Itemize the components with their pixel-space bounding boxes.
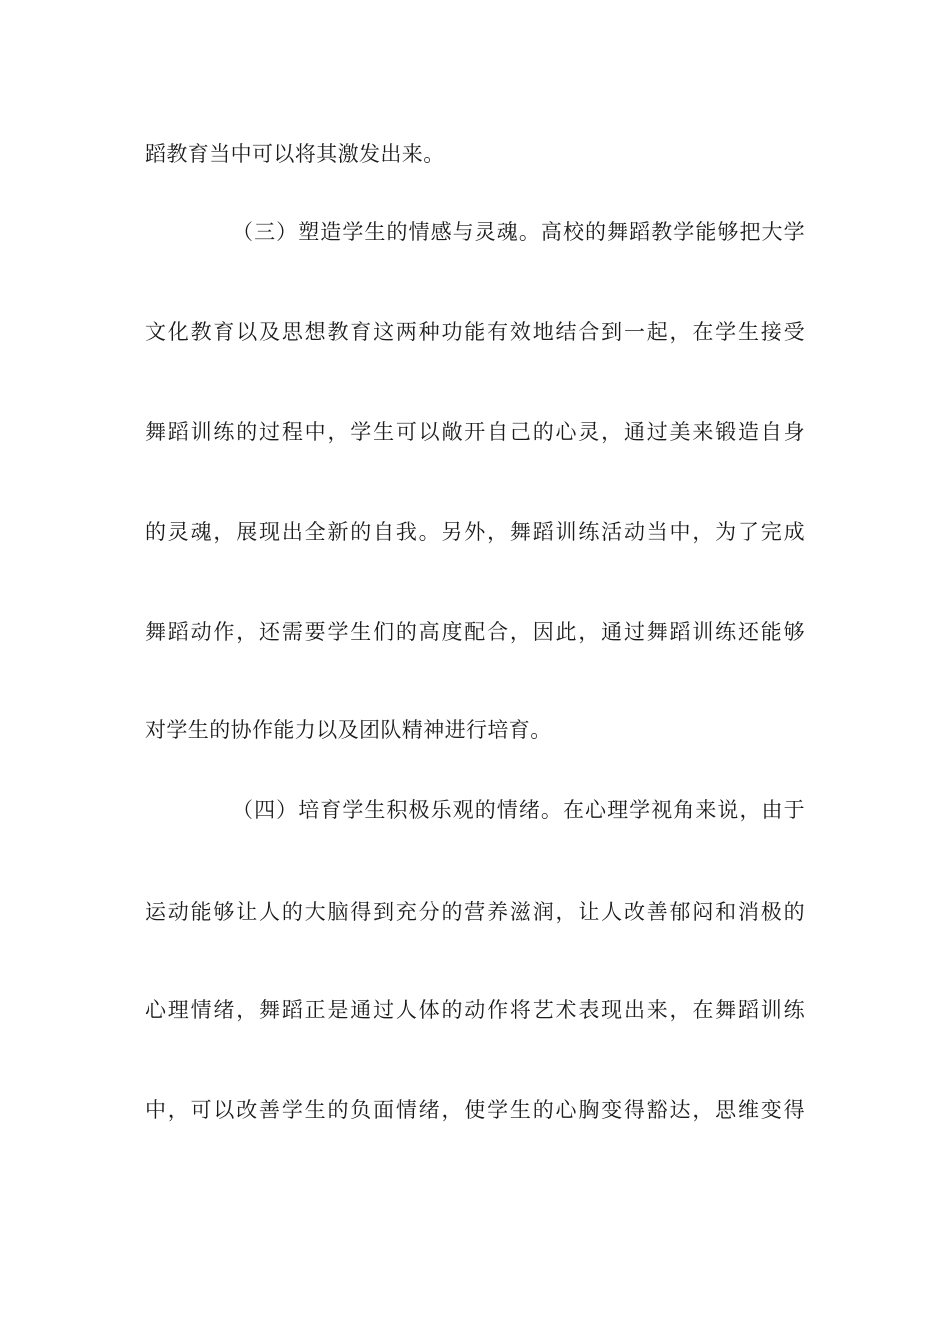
paragraph-line: 舞蹈训练的过程中，学生可以敞开自己的心灵，通过美来锻造自身 — [145, 420, 805, 444]
paragraph-line: 的灵魂，展现出全新的自我。另外，舞蹈训练活动当中，为了完成 — [145, 520, 805, 544]
paragraph-line: 蹈教育当中可以将其激发出来。 — [145, 142, 445, 166]
paragraph-line: 心理情绪，舞蹈正是通过人体的动作将艺术表现出来，在舞蹈训练 — [145, 998, 805, 1022]
section-heading-line: （三）塑造学生的情感与灵魂。高校的舞蹈教学能够把大学 — [232, 220, 805, 244]
paragraph-line: 文化教育以及思想教育这两种功能有效地结合到一起，在学生接受 — [145, 320, 805, 344]
paragraph-line: 对学生的协作能力以及团队精神进行培育。 — [145, 718, 552, 742]
paragraph-line: 舞蹈动作，还需要学生们的高度配合，因此，通过舞蹈训练还能够 — [145, 620, 805, 644]
paragraph-line: 中，可以改善学生的负面情绪，使学生的心胸变得豁达，思维变得 — [145, 1098, 805, 1122]
paragraph-line: 运动能够让人的大脑得到充分的营养滋润，让人改善郁闷和消极的 — [145, 900, 805, 924]
section-heading-line: （四）培育学生积极乐观的情绪。在心理学视角来说，由于 — [232, 798, 805, 822]
